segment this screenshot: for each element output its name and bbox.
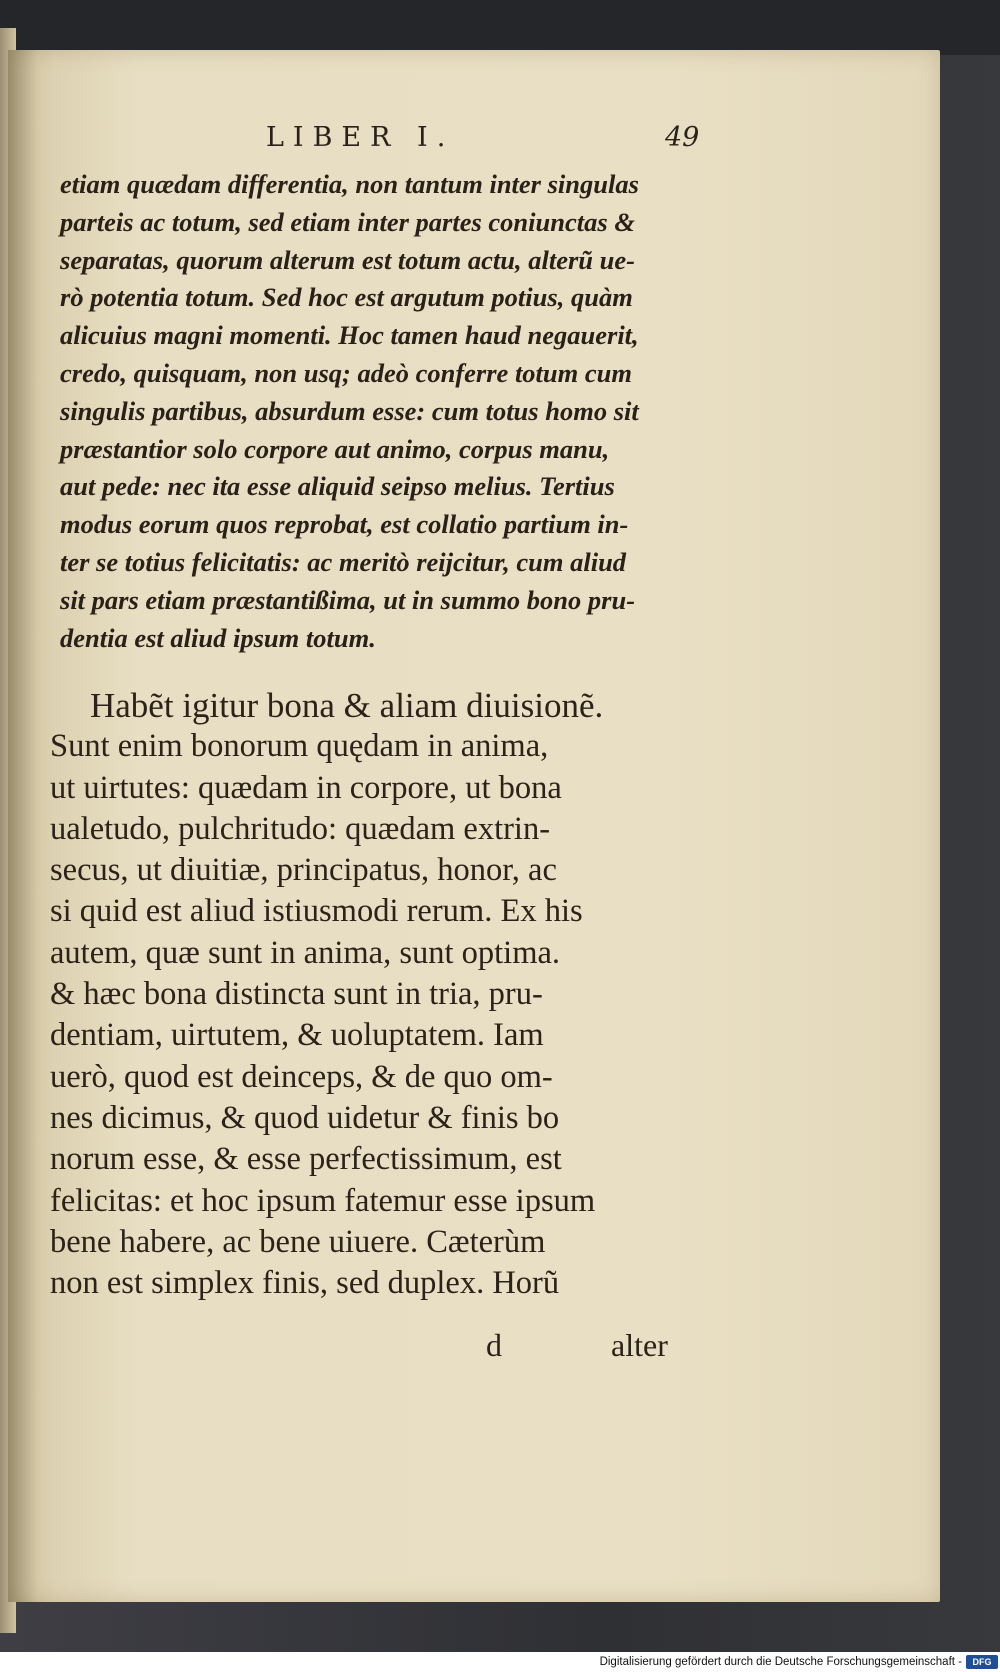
text-line: autem, quæ sunt in anima, sunt optima. [50,934,561,971]
text-line: uerò, quod est deinceps, & de quo om- [50,1058,553,1095]
text-line: secus, ut diuitiæ, principatus, honor, ac [50,852,557,889]
catchword: alter [611,1327,668,1363]
commentary-line: rò potentia totum. Sed hoc est argutum potius, quàm [60,282,633,313]
main-text-block [50,685,710,1304]
text-line: si quid est aliud istiusmodi rerum. Ex his [50,893,583,930]
digitization-footer [0,1652,1000,1672]
commentary-line: sit pars etiam præstantißima, ut in summo bono pru- [60,584,636,615]
running-head: LIBER I. [266,122,455,153]
text-line: dentiam, uirtutem, & uoluptatem. Iam [50,1017,544,1054]
commentary-line: modus eorum quos reprobat, est collatio partium in- [60,509,629,540]
funding-credit: Digitalisierung gefördert durch die Deutsche Forschungsgemeinschaft - [599,1656,962,1668]
commentary-line: etiam quædam differentia, non tantum inter singulas [60,169,639,199]
scan-top-border [0,0,1000,55]
commentary-block [60,166,710,657]
text-line: felicitas: et hoc ipsum fatemur esse ipsum [50,1182,596,1219]
commentary-line: præstantior solo corpore aut animo, corpus manu, [60,433,610,464]
page-gutter-shadow [8,50,38,1602]
page-header [0,122,1000,162]
text-line: ualetudo, pulchritudo: quædam extrin- [50,810,551,847]
commentary-line: parteis ac totum, sed etiam inter partes coniunctas & [60,206,635,237]
commentary-line: dentia est aliud ipsum totum. [60,622,376,653]
commentary-line: credo, quisquam, non usq; adeò conferre totum cum [60,357,633,388]
commentary-line: separatas, quorum alterum est totum actu, alterũ ue- [60,244,635,275]
text-line: bene habere, ac bene uiuere. Cæterùm [50,1223,546,1260]
page-number: 49 [665,122,700,153]
text-line: Sunt enim bonorum quędam in anima, [50,728,549,765]
text-line: nes dicimus, & quod uidetur & finis bo [50,1099,560,1136]
text-line: non est simplex finis, sed duplex. Horũ [50,1265,560,1302]
commentary-line: ter se totius felicitatis: ac meritò reijcitur, cum aliud [60,546,627,577]
text-line: ut uirtutes: quædam in corpore, ut bona [50,769,562,806]
commentary-line: aut pede: nec ita esse aliquid seipso melius. Tertius [60,471,615,502]
text-line: & hæc bona distincta sunt in tria, pru- [50,976,543,1013]
text-line: Habẽt igitur bona & aliam diuisionẽ. [90,686,604,725]
commentary-line: alicuius magni momenti. Hoc tamen haud negauerit, [60,320,639,351]
dfg-logo: DFG [966,1655,998,1669]
text-line: norum esse, & esse perfectissimum, est [50,1141,562,1178]
commentary-line: singulis partibus, absurdum esse: cum totus homo sit [60,395,639,426]
signature-mark: d [486,1327,502,1363]
